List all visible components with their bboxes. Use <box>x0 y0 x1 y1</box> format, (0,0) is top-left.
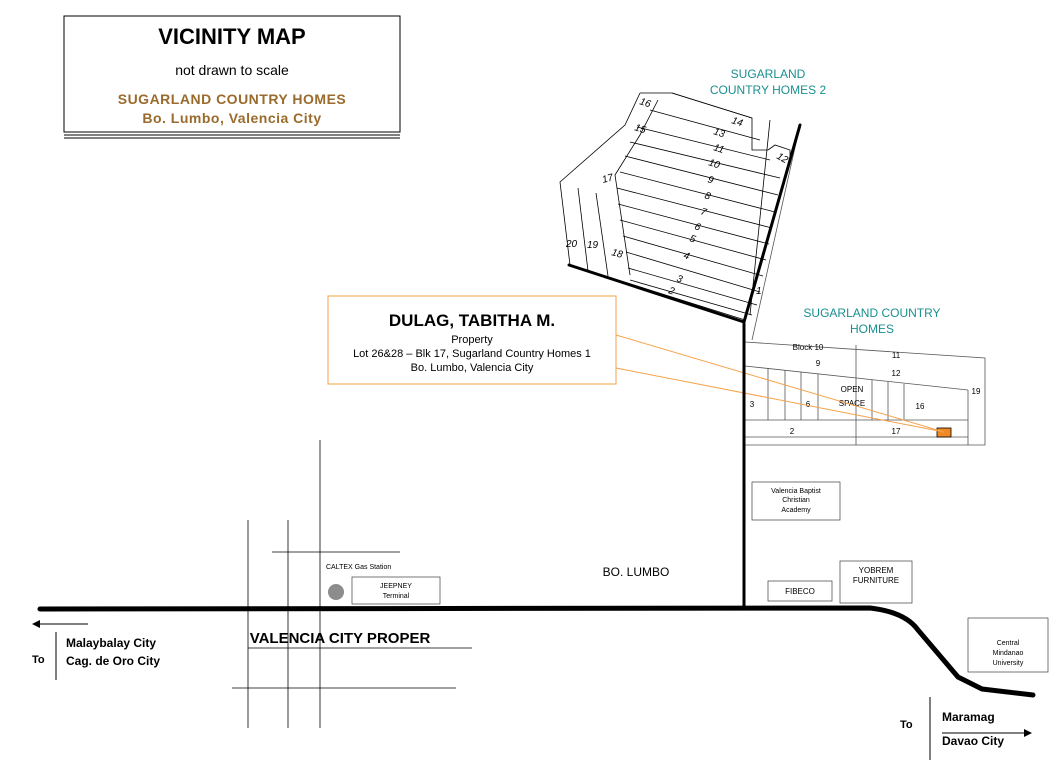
city-proper-label: VALENCIA CITY PROPER <box>249 630 431 647</box>
svg-text:YOBREM: YOBREM <box>858 566 894 575</box>
yobrem-furniture <box>840 561 912 603</box>
cmu-university <box>968 618 1048 672</box>
svg-text:To: To <box>32 654 45 666</box>
jeepney-terminal <box>352 577 440 604</box>
svg-text:Central: Central <box>996 640 1020 647</box>
svg-text:20: 20 <box>566 239 578 250</box>
svg-text:Mindanao: Mindanao <box>992 650 1024 657</box>
svg-text:2: 2 <box>667 285 676 298</box>
fibeco <box>768 581 832 601</box>
svg-text:16: 16 <box>638 96 653 111</box>
svg-text:6: 6 <box>805 400 811 409</box>
svg-text:18: 18 <box>610 247 624 261</box>
sch1-label-line1: SUGARLAND COUNTRY <box>803 306 941 320</box>
svg-text:FURNITURE: FURNITURE <box>852 576 900 585</box>
svg-text:10: 10 <box>707 157 722 172</box>
block10-labels <box>750 343 981 436</box>
svg-text:Block 10: Block 10 <box>792 343 824 352</box>
property-lot: Lot 26&28 – Blk 17, Sugarland Country Homes 1 <box>353 348 591 360</box>
svg-text:CALTEX Gas Station: CALTEX Gas Station <box>326 564 392 571</box>
bo-lumbo-label: BO. LUMBO <box>602 565 670 579</box>
svg-text:9: 9 <box>815 359 821 368</box>
svg-text:1: 1 <box>756 286 762 297</box>
svg-text:Christian: Christian <box>782 497 810 504</box>
svg-text:University: University <box>992 660 1024 667</box>
sch2-label-line2: COUNTRY HOMES 2 <box>709 83 827 97</box>
arrow-left-icon <box>32 620 40 628</box>
svg-text:Valencia Baptist: Valencia Baptist <box>771 488 821 495</box>
property-label: Property <box>451 334 493 346</box>
svg-text:3: 3 <box>749 400 755 409</box>
svg-text:15: 15 <box>633 122 648 137</box>
direction-right <box>900 697 1032 760</box>
svg-text:Academy: Academy <box>781 507 811 514</box>
property-location: Bo. Lumbo, Valencia City <box>410 362 534 374</box>
svg-text:FIBECO: FIBECO <box>785 587 815 596</box>
svg-text:Malaybalay City: Malaybalay City <box>66 636 157 650</box>
svg-text:12: 12 <box>774 151 790 167</box>
property-marker <box>937 428 951 437</box>
svg-text:7: 7 <box>699 206 708 219</box>
svg-text:4: 4 <box>682 250 691 263</box>
svg-text:17: 17 <box>600 172 615 186</box>
svg-text:3: 3 <box>675 273 684 286</box>
svg-text:Davao City: Davao City <box>942 734 1005 748</box>
svg-text:SPACE: SPACE <box>838 399 866 408</box>
map-title: VICINITY MAP <box>158 24 306 49</box>
svg-text:19: 19 <box>971 387 981 396</box>
svg-text:12: 12 <box>891 369 901 378</box>
arrow-right-icon <box>1024 729 1032 737</box>
map-subtitle: not drawn to scale <box>175 62 289 78</box>
subdivision-location: Bo. Lumbo, Valencia City <box>142 110 322 126</box>
svg-text:14: 14 <box>730 115 745 130</box>
sch2-label-line1: SUGARLAND <box>730 67 806 81</box>
svg-text:11: 11 <box>891 351 901 360</box>
sch1-subdivision <box>745 125 985 445</box>
subdivision-name: SUGARLAND COUNTRY HOMES <box>117 91 347 107</box>
svg-text:Cag. de Oro City: Cag. de Oro City <box>66 654 161 668</box>
svg-text:16: 16 <box>915 402 925 411</box>
svg-text:Maramag: Maramag <box>942 710 995 724</box>
svg-text:To: To <box>900 719 913 731</box>
svg-text:19: 19 <box>587 240 599 251</box>
sch1-label-line2: HOMES <box>849 322 895 336</box>
svg-text:6: 6 <box>693 221 702 234</box>
owner-name: DULAG, TABITHA M. <box>388 311 556 330</box>
svg-text:Terminal: Terminal <box>382 593 410 600</box>
svg-text:2: 2 <box>789 427 795 436</box>
svg-text:9: 9 <box>706 174 715 187</box>
svg-text:OPEN: OPEN <box>840 385 864 394</box>
direction-left <box>32 620 160 680</box>
svg-text:11: 11 <box>712 142 726 157</box>
svg-text:5: 5 <box>688 233 697 246</box>
vbca-school <box>752 482 840 520</box>
title-box <box>64 16 400 138</box>
roads <box>40 125 1033 695</box>
svg-text:8: 8 <box>703 190 712 203</box>
svg-text:17: 17 <box>891 427 901 436</box>
svg-text:13: 13 <box>712 126 727 141</box>
svg-text:JEEPNEY: JEEPNEY <box>380 583 412 590</box>
